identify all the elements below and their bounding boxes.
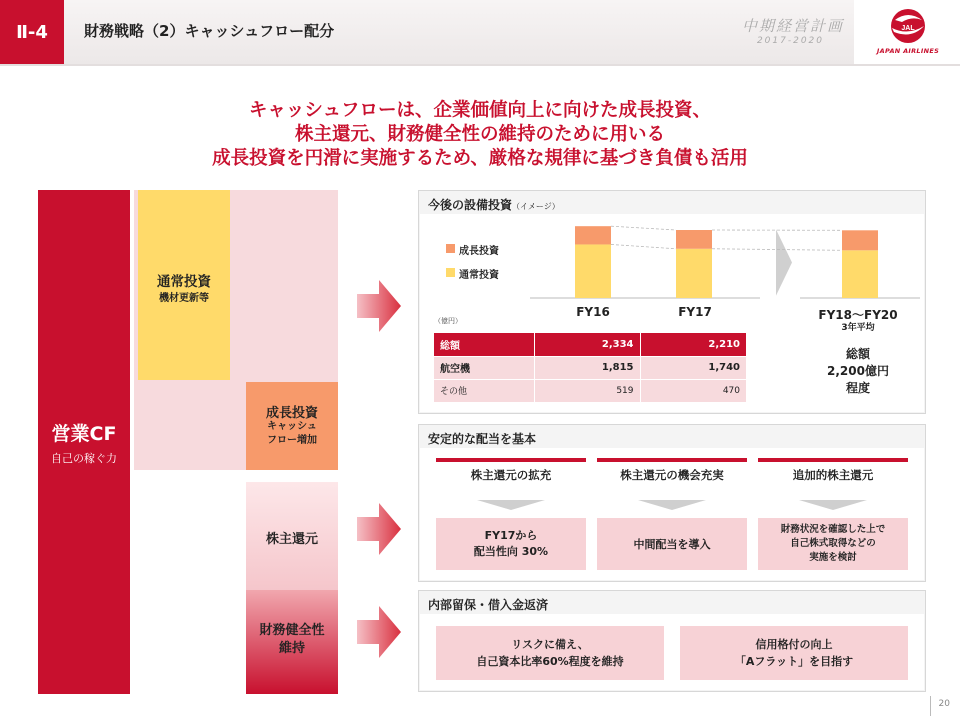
legend-normal: 通常投資	[459, 270, 499, 281]
bar-growth-0	[575, 226, 611, 244]
bar-normal-0	[575, 244, 611, 298]
dividend-col-3-line-2: 自己株式取得などの	[790, 538, 876, 549]
dividend-col-2-line-1: 中間配当を導入	[633, 538, 711, 551]
dividend-col-2-head: 株主還元の機会充実	[597, 458, 747, 489]
page-number: 20	[938, 699, 950, 709]
arrow-right-icon	[357, 606, 401, 658]
dividend-col-2-body	[597, 518, 747, 570]
dividend-title: 安定的な配当を基本	[428, 432, 537, 446]
dividend-col-3-line-3: 実施を検討	[809, 552, 857, 563]
future-total-3: 程度	[845, 381, 870, 395]
normal-investment-title: 通常投資	[157, 274, 211, 290]
plan-label: 中期経営計画	[741, 17, 844, 35]
table-row	[434, 379, 746, 402]
retain-box-1	[436, 626, 664, 680]
capex-chart	[530, 214, 920, 304]
retain-box-1-line-2: 自己資本比率60%程度を維持	[476, 655, 624, 668]
capex-title-note: （イメージ）	[512, 202, 560, 211]
fy16-label: FY16	[576, 305, 610, 319]
chevron-right-icon	[776, 229, 792, 295]
row-label: 総額	[434, 333, 534, 356]
normal-investment-sub: 機材更新等	[159, 293, 209, 304]
financial-health-title	[246, 622, 338, 658]
capex-title	[428, 196, 560, 213]
dividend-col-1-body	[436, 518, 586, 570]
dividend-col-3-body	[758, 518, 908, 570]
operating-cf-block	[38, 190, 130, 694]
lead-line-3: 成長投資を円滑に実施するため、厳格な規律に基づき負債も活用	[212, 148, 748, 169]
arrow-right-icon	[357, 503, 401, 555]
table-row	[434, 333, 746, 356]
capex-table	[434, 333, 746, 403]
section-badge: Ⅱ-4	[0, 0, 64, 64]
dividend-col-1-line-2: 配当性向 30%	[473, 545, 549, 558]
retain-box-2-line-2: 「Aフラット」を目指す	[734, 655, 854, 668]
retain-box-2	[680, 626, 908, 680]
down-arrow-icon	[477, 500, 545, 510]
unit-label: （億円）	[434, 317, 462, 325]
future-total-2: 2,200億円	[827, 364, 889, 378]
arrow-right-icon	[357, 280, 401, 332]
legend-growth: 成長投資	[459, 246, 499, 257]
cell-fy17: 470	[640, 379, 746, 402]
financial-health-line-2: 維持	[278, 641, 305, 656]
lead-line-1: キャッシュフローは、企業価値向上に向けた成長投資、	[248, 100, 712, 121]
cell-fy16: 2,334	[534, 333, 640, 356]
growth-investment-sub	[246, 420, 338, 448]
down-arrow-icon	[638, 500, 706, 510]
financial-health-line-1: 財務健全性	[259, 623, 325, 638]
legend-swatch-normal	[446, 268, 455, 277]
dividend-col-3-head: 追加的株主還元	[758, 458, 908, 489]
bar-normal-1	[676, 249, 712, 298]
retain-box-1-line-1: リスクに備え、	[511, 638, 589, 651]
dividend-col-3-line-1: 財務状況を確認した上で	[780, 524, 886, 535]
capex-title-text: 今後の設備投資	[428, 198, 513, 212]
fy18-20-label: FY18〜FY20	[818, 308, 898, 322]
dividend-col-1-line-1: FY17から	[484, 529, 538, 542]
bar-growth-2	[842, 230, 878, 250]
bar-growth-1	[676, 230, 712, 249]
row-label: 航空機	[434, 356, 534, 379]
logo-text: JAPAN AIRLINES	[876, 47, 940, 55]
fy17-label: FY17	[678, 305, 712, 319]
table-row	[434, 356, 746, 379]
operating-cf-title: 営業CF	[51, 422, 117, 445]
cell-fy17: 2,210	[640, 333, 746, 356]
operating-cf-sub: 自己の稼ぐ力	[51, 451, 117, 465]
down-arrow-icon	[799, 500, 867, 510]
cell-fy17: 1,740	[640, 356, 746, 379]
svg-text:JAL: JAL	[901, 25, 915, 32]
plan-years: 2017-2020	[756, 36, 824, 46]
bar-normal-2	[842, 250, 878, 298]
lead-line-2: 株主還元、財務健全性の維持のために用いる	[294, 124, 665, 145]
legend-swatch-growth	[446, 244, 455, 253]
shareholder-return-title: 株主還元	[265, 532, 318, 547]
retain-title: 内部留保・借入金返済	[428, 598, 549, 612]
connector-line	[611, 226, 676, 230]
header-divider	[0, 64, 960, 66]
growth-investment-title: 成長投資	[265, 406, 318, 421]
row-label: その他	[434, 379, 534, 402]
dividend-col-1-head: 株主還元の拡充	[436, 458, 586, 489]
future-total-1: 総額	[845, 347, 870, 361]
connector-line	[611, 244, 676, 248]
growth-sub-line-2: フロー増加	[267, 435, 317, 446]
growth-sub-line-1: キャッシュ	[267, 421, 317, 432]
retain-box-2-line-1: 信用格付の向上	[755, 638, 833, 651]
cell-fy16: 1,815	[534, 356, 640, 379]
cell-fy16: 519	[534, 379, 640, 402]
page-divider	[930, 696, 931, 716]
page-title: 財務戦略（2）キャッシュフロー配分	[84, 22, 335, 40]
avg-label: 3年平均	[841, 323, 875, 333]
